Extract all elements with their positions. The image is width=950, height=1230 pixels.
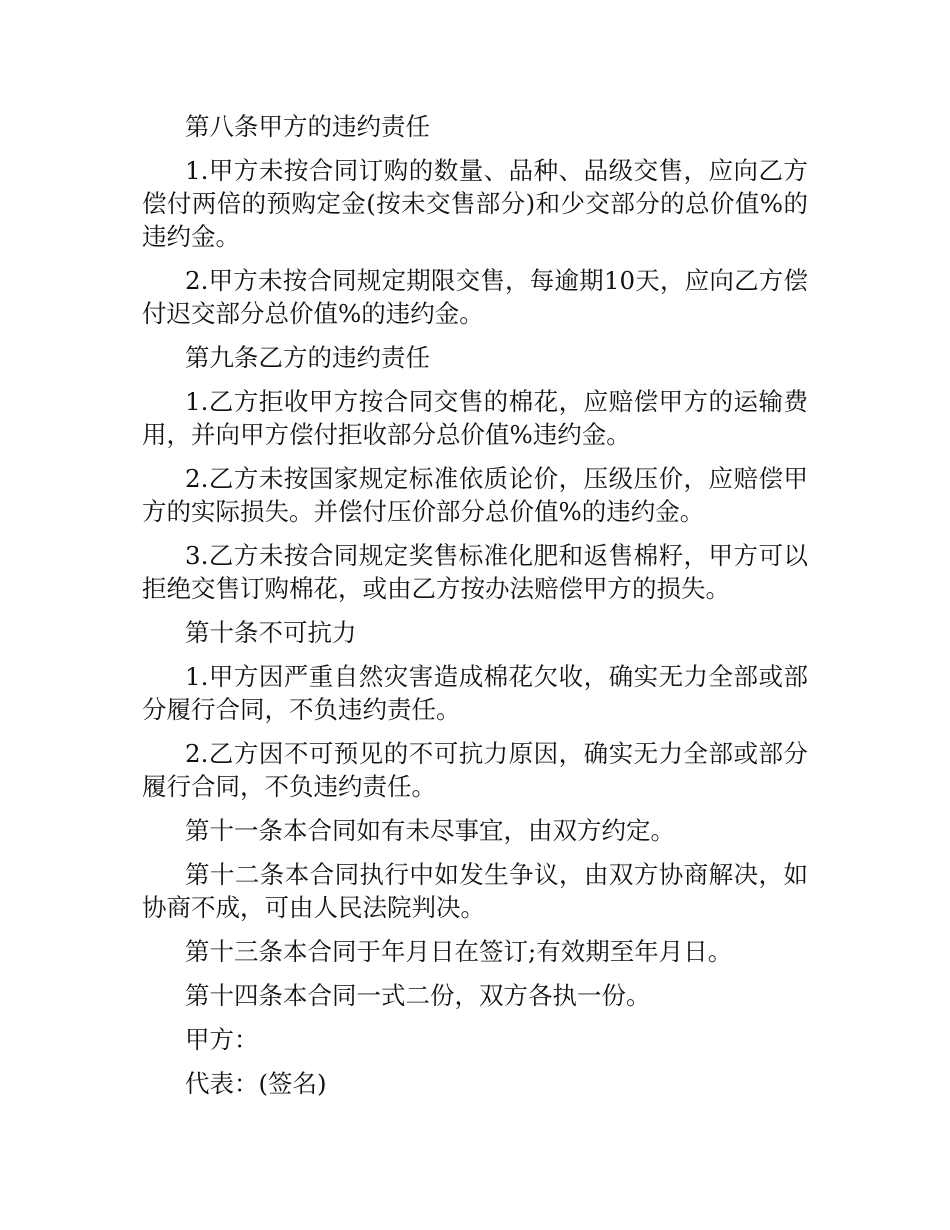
document-body (142, 110, 808, 1111)
party-a-label: 甲方： (185, 1025, 259, 1054)
article-8-heading: 第八条甲方的违约责任 (185, 112, 430, 141)
article-9-clause-2: 2.乙方未按国家规定标准依质论价，压级压价，应赔偿甲方的实际损失。并偿付压价部分总价值%的违约金。 (142, 464, 808, 526)
article-9-clause-3: 3.乙方未按合同规定奖售标准化肥和返售棉籽，甲方可以拒绝交售订购棉花，或由乙方按办法赔偿甲方的损失。 (142, 541, 808, 603)
article-12: 第十二条本合同执行中如发生争议，由双方协商解决，如协商不成，可由人民法院判决。 (142, 860, 808, 922)
article-10-heading: 第十条不可抗力 (185, 618, 357, 647)
article-8-clause-1: 1.甲方未按合同订购的数量、品种、品级交售，应向乙方偿付两倍的预购定金(按未交售部分)和少交部分的总价值%的违约金。 (142, 156, 808, 251)
article-9-heading: 第九条乙方的违约责任 (185, 343, 430, 372)
article-8-clause-2: 2.甲方未按合同规定期限交售，每逾期10天，应向乙方偿付迟交部分总价值%的违约金。 (142, 266, 808, 328)
article-14: 第十四条本合同一式二份，双方各执一份。 (185, 981, 651, 1010)
article-9-clause-1: 1.乙方拒收甲方按合同交售的棉花，应赔偿甲方的运输费用，并向甲方偿付拒收部分总价值%违约金。 (142, 387, 808, 449)
article-13: 第十三条本合同于年月日在签订;有效期至年月日。 (185, 937, 733, 966)
article-11: 第十一条本合同如有未尽事宜，由双方约定。 (185, 816, 675, 845)
article-10-clause-1: 1.甲方因严重自然灾害造成棉花欠收，确实无力全部或部分履行合同，不负违约责任。 (142, 662, 808, 724)
article-10-clause-2: 2.乙方因不可预见的不可抗力原因，确实无力全部或部分履行合同，不负违约责任。 (142, 739, 808, 801)
representative-signature-line: 代表：(签名) (185, 1069, 327, 1098)
